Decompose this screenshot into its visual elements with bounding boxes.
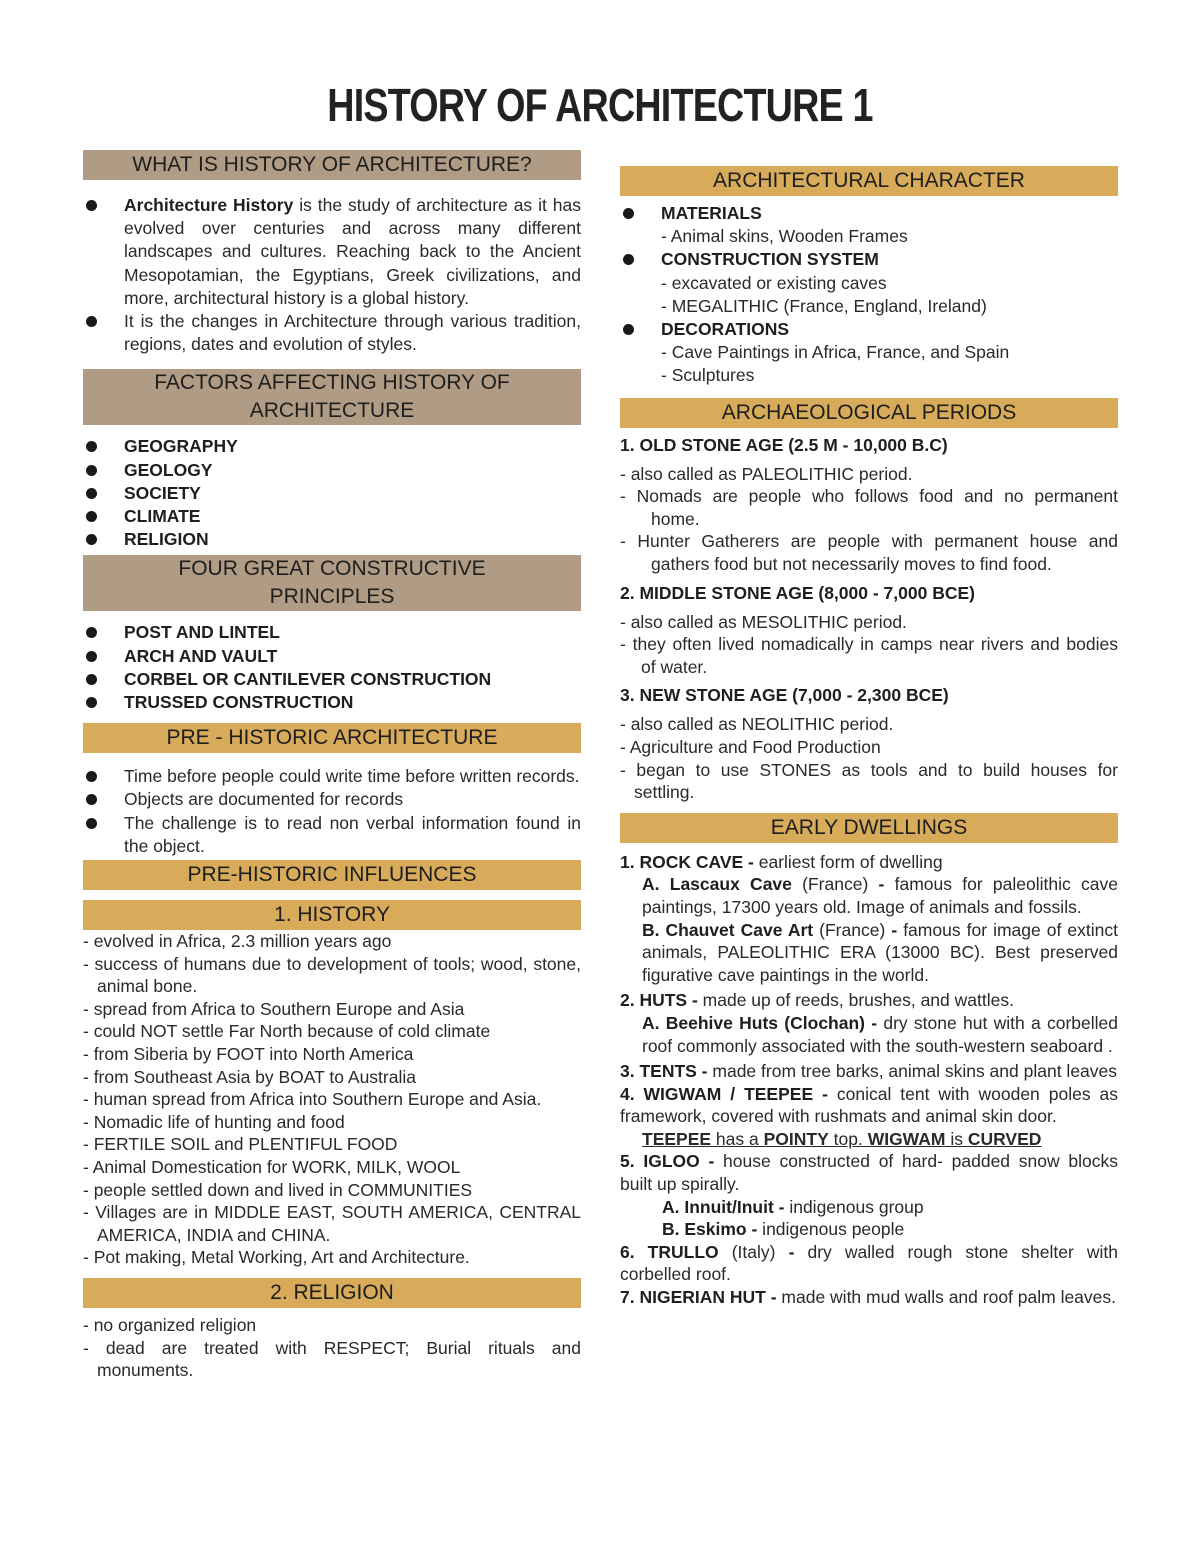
history-list (83, 930, 581, 1269)
section-header-dwellings: EARLY DWELLINGS (620, 813, 1118, 843)
dwelling-subitem (620, 919, 1118, 987)
list-item: Time before people could write time before written records. (83, 765, 581, 788)
page-title: HISTORY OF ARCHITECTURE 1 (327, 79, 873, 131)
text: has a (711, 1128, 764, 1149)
section-header-principles: FOUR GREAT CONSTRUCTIVE PRINCIPLES (83, 555, 581, 611)
note-term: WIGWAM (867, 1128, 946, 1149)
text: is (945, 1128, 968, 1149)
section-header-character: ARCHITECTURAL CHARACTER (620, 166, 1118, 196)
decorations-detail: - Cave Paintings in Africa, France, and Spain (661, 342, 1010, 363)
list-item: - spread from Africa to Southern Europe and Asia (83, 998, 465, 1019)
dwelling-term: 4. WIGWAM / TEEPEE - (620, 1083, 828, 1104)
list-item: - also called as NEOLITHIC period. (620, 714, 894, 735)
text: made from tree barks, animal skins and plant leaves (707, 1061, 1118, 1082)
dwelling-term: 5. IGLOO - (620, 1151, 715, 1172)
list-item: - dead are treated with RESPECT; Burial rituals and monuments. (83, 1337, 581, 1381)
list-item: CLIMATE (83, 505, 581, 528)
text: house constructed of hard- padded snow blocks built up spirally. (620, 1151, 1118, 1195)
left-column (83, 146, 581, 1382)
dwelling-item (620, 851, 1118, 874)
text: made with mud walls and roof palm leaves. (776, 1287, 1117, 1308)
list-item: - Villages are in MIDDLE EAST, SOUTH AMERICA, CENTRAL AMERICA, INDIA and CHINA. (83, 1202, 581, 1245)
list-item: - Hunter Gatherers are people with permanent house and gathers food but not necessarily moves to find food. (620, 531, 1118, 574)
text: indigenous group (784, 1196, 924, 1217)
list-item: - human spread from Africa into Southern Europe and Asia. (83, 1089, 542, 1110)
construction-detail: - MEGALITHIC (France, England, Ireland) (661, 295, 987, 316)
text: dry stone hut with a corbelled roof commonly associated with the south-western seaboard . (642, 1012, 1118, 1056)
list-item: - began to use STONES as tools and to build houses for settling. (620, 759, 1118, 803)
dwelling-term: A. Innuit/Inuit - (662, 1196, 785, 1217)
list-item (620, 202, 1118, 248)
dwelling-note (620, 1128, 1118, 1151)
dwelling-term: 7. NIGERIAN HUT - (620, 1287, 777, 1308)
dash: - (788, 1241, 795, 1262)
list-item: POST AND LINTEL (83, 621, 581, 644)
list-item: RELIGION (83, 528, 581, 551)
section-header-periods: ARCHAEOLOGICAL PERIODS (620, 398, 1118, 428)
dwelling-subitem (620, 1012, 1118, 1057)
dwelling-item (620, 989, 1118, 1012)
dwelling-item (620, 1241, 1118, 1286)
section-header-religion: 2. RELIGION (83, 1278, 581, 1308)
dash: - (891, 919, 898, 940)
materials-detail: - Animal skins, Wooden Frames (661, 226, 908, 247)
text: famous for image of extinct animals, PALEOLITHIC ERA (13000 BC). Best preserved figurative cave paintings in the world. (642, 919, 1118, 985)
list-item: - Animal Domestication for WORK, MILK, WOOL (83, 1157, 461, 1177)
text: earliest form of dwelling (753, 851, 943, 872)
list-item: - Nomadic life of hunting and food (83, 1111, 345, 1132)
list-item (620, 248, 1118, 318)
dwellings-list (620, 851, 1118, 1309)
list-item: - no organized religion (83, 1314, 257, 1335)
text: made up of reeds, brushes, and wattles. (697, 990, 1014, 1011)
text: famous for paleolithic cave paintings, 17300 years old. Image of animals and fossils. (642, 874, 1118, 917)
materials-label: MATERIALS (661, 203, 762, 223)
list-item: - from Southeast Asia by BOAT to Australia (83, 1066, 416, 1087)
note-term: POINTY (763, 1128, 829, 1149)
construction-detail: - excavated or existing caves (661, 272, 887, 293)
dwelling-term: B. Chauvet Cave Art (642, 919, 814, 940)
list-item: Objects are documented for records (83, 788, 581, 811)
period-title: 1. OLD STONE AGE (2.5 M - 10,000 B.C) (620, 434, 948, 455)
dwelling-item (620, 1150, 1118, 1195)
list-item: It is the changes in Architecture through various tradition, regions, dates and evolution of styles. (83, 310, 581, 356)
list-item: - from Siberia by FOOT into North America (83, 1044, 414, 1065)
period-title: 3. NEW STONE AGE (7,000 - 2,300 BCE) (620, 685, 949, 706)
list-item: - Nomads are people who follows food and no permanent home. (620, 486, 1118, 529)
dwelling-term: A. Beehive Huts (Clochan) - (642, 1012, 878, 1033)
list-item: - evolved in Africa, 2.3 million years ago (83, 931, 392, 952)
dwelling-term: 6. TRULLO (620, 1241, 719, 1262)
section-header-influences: PRE-HISTORIC INFLUENCES (83, 860, 581, 890)
list-item: CORBEL OR CANTILEVER CONSTRUCTION (83, 668, 581, 691)
list-item: - could NOT settle Far North because of cold climate (83, 1021, 491, 1042)
list-item (83, 194, 581, 310)
period-title: 2. MIDDLE STONE AGE (8,000 - 7,000 BCE) (620, 582, 975, 603)
section-header-factors: FACTORS AFFECTING HISTORY OF ARCHITECTURE (83, 369, 581, 425)
right-column (620, 146, 1118, 1309)
list-item: GEOLOGY (83, 459, 581, 482)
dwelling-term: 2. HUTS - (620, 990, 698, 1011)
list-item: - success of humans due to development of tools; wood, stone, animal bone. (83, 953, 581, 997)
character-list (620, 202, 1118, 388)
text: conical tent with wooden poles as framework, covered with rushmats and animal skin door. (620, 1083, 1119, 1127)
dwelling-item (620, 1083, 1118, 1128)
list-item: - also called as MESOLITHIC period. (620, 611, 907, 632)
list-item: - Agriculture and Food Production (620, 736, 881, 757)
dwelling-subitem (620, 1218, 1118, 1241)
dwelling-item (620, 1286, 1118, 1309)
decorations-label: DECORATIONS (661, 319, 790, 340)
bold-term: Architecture History (124, 195, 294, 215)
list-item: - Pot making, Metal Working, Art and Architecture. (83, 1247, 470, 1268)
text: top. (828, 1128, 868, 1149)
list-item: - also called as PALEOLITHIC period. (620, 463, 913, 484)
note-term: TEEPEE (642, 1128, 712, 1149)
list-item: GEOGRAPHY (83, 435, 581, 458)
dwelling-term: A. Lascaux Cave (642, 874, 792, 895)
section-header-prehistoric: PRE - HISTORIC ARCHITECTURE (83, 723, 581, 753)
list-item: - they often lived nomadically in camps near rivers and bodies of water. (620, 634, 1118, 677)
dwelling-term: 3. TENTS - (620, 1061, 708, 1082)
text: (France) (791, 874, 879, 895)
section-header-history: 1. HISTORY (83, 900, 581, 930)
list-item: The challenge is to read non verbal information found in the object. (83, 812, 581, 858)
dwelling-subitem (620, 873, 1118, 918)
note-term: CURVED (967, 1128, 1042, 1149)
prehistoric-list (83, 765, 581, 858)
list-item: ARCH AND VAULT (83, 645, 581, 668)
text: is the study of architecture as it has evolved over centuries and across many different landscapes and cultures. Reaching back to the Ancient Mesopotamian, the Egyptians, Greek civilizations, and more, architectural history is a global history. (124, 195, 581, 308)
dash: - (878, 874, 885, 895)
text: dry walled rough stone shelter with corbelled roof. (620, 1241, 1119, 1285)
list-item: SOCIETY (83, 482, 581, 505)
dwelling-term: B. Eskimo - (662, 1219, 758, 1240)
section-header-what-is: WHAT IS HISTORY OF ARCHITECTURE? (83, 150, 581, 180)
principles-list (83, 621, 581, 714)
list-item: TRUSSED CONSTRUCTION (83, 691, 581, 714)
text: (France) (813, 919, 892, 940)
construction-label: CONSTRUCTION SYSTEM (661, 249, 879, 270)
text: (Italy) (718, 1241, 789, 1262)
text: indigenous people (757, 1219, 905, 1240)
dwelling-item (620, 1060, 1118, 1083)
factors-list (83, 435, 581, 551)
dwelling-term: 1. ROCK CAVE - (620, 851, 754, 872)
dwelling-subitem (620, 1196, 1118, 1219)
list-item (620, 318, 1118, 388)
religion-list (83, 1314, 581, 1382)
decorations-detail: - Sculptures (661, 365, 755, 386)
list-item: - FERTILE SOIL and PLENTIFUL FOOD (83, 1134, 398, 1155)
list-item: - people settled down and lived in COMMUNITIES (83, 1179, 473, 1200)
what-is-list (83, 194, 581, 356)
